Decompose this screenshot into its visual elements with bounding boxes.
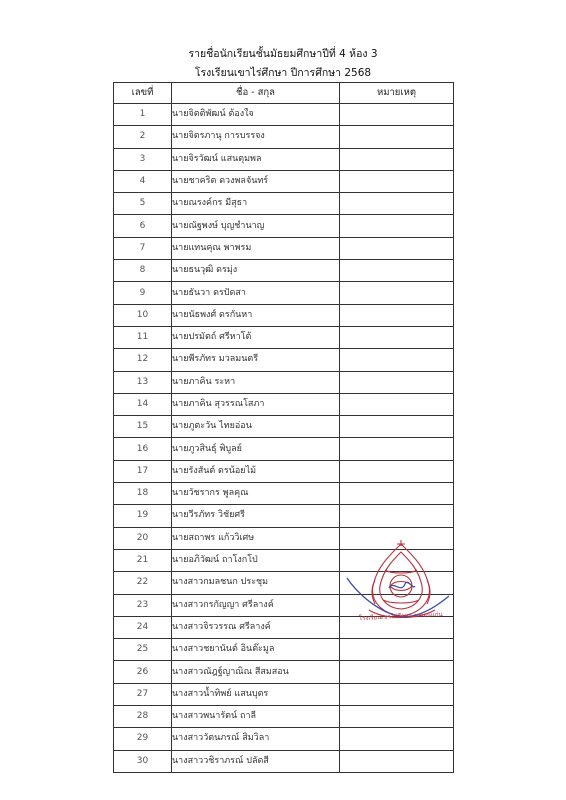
student-name: นายธันวา ดรปัดสา <box>172 282 340 304</box>
table-row <box>114 505 454 527</box>
table-row <box>114 483 454 505</box>
row-remark <box>340 483 454 505</box>
table-row <box>114 126 454 148</box>
student-name: นายวัชรากร พูลคุณ <box>172 483 340 505</box>
table-row <box>114 706 454 728</box>
row-remark <box>340 416 454 438</box>
table-row <box>114 304 454 326</box>
student-name: นางสาวกรกัญญา ศรีลางค์ <box>172 594 340 616</box>
row-remark <box>340 505 454 527</box>
row-number: 21 <box>114 549 172 571</box>
row-number: 25 <box>114 639 172 661</box>
row-number: 5 <box>114 193 172 215</box>
seal-caption: โรงเรียนเขาไร่ศึกษา จ.ขอนแก่น <box>358 611 443 622</box>
row-number: 16 <box>114 438 172 460</box>
student-name: นายณัฐพงษ์ บุญชำนาญ <box>172 215 340 237</box>
student-name: นางสาววัตนภรณ์ สิมวิลา <box>172 728 340 750</box>
row-number: 22 <box>114 572 172 594</box>
row-number: 19 <box>114 505 172 527</box>
student-name: นายวีรภัทร วิชัยศรี <box>172 505 340 527</box>
row-number: 4 <box>114 170 172 192</box>
row-number: 10 <box>114 304 172 326</box>
row-remark <box>340 104 454 126</box>
row-number: 2 <box>114 126 172 148</box>
student-name: นายแทนคุณ พาพรม <box>172 237 340 259</box>
table-row <box>114 728 454 750</box>
header-name: ชื่อ - สกุล <box>172 83 340 104</box>
row-remark <box>340 639 454 661</box>
header-number: เลขที่ <box>114 83 172 104</box>
student-name: นายภูตะวัน ไทยอ่อน <box>172 416 340 438</box>
header-remark: หมายเหตุ <box>340 83 454 104</box>
table-body <box>114 104 454 773</box>
row-remark <box>340 706 454 728</box>
row-remark <box>340 460 454 482</box>
student-name: นายรังสันต์ ดรน้อยไม้ <box>172 460 340 482</box>
row-remark <box>340 371 454 393</box>
student-name: นายณรงค์กร มีสุธา <box>172 193 340 215</box>
row-remark <box>340 193 454 215</box>
row-number: 13 <box>114 371 172 393</box>
student-name: นายนัธพงศ์ ดรกันหา <box>172 304 340 326</box>
table-row <box>114 750 454 772</box>
row-remark <box>340 683 454 705</box>
table-row <box>114 282 454 304</box>
row-remark <box>340 304 454 326</box>
table-row <box>114 215 454 237</box>
student-name: นายชาคริต ดวงพลจันทร์ <box>172 170 340 192</box>
table-row <box>114 148 454 170</box>
table-row <box>114 416 454 438</box>
row-remark <box>340 260 454 282</box>
table-row <box>114 460 454 482</box>
student-name: นางสาวพนารัตน์ ถาลี <box>172 706 340 728</box>
row-remark <box>340 170 454 192</box>
student-name: นางสาววชิราภรณ์ ปลัดสี <box>172 750 340 772</box>
table-row <box>114 260 454 282</box>
row-number: 15 <box>114 416 172 438</box>
student-name: นายภาคิน ระหา <box>172 371 340 393</box>
row-number: 12 <box>114 349 172 371</box>
student-name: นางสาวชยานันต์ อินต๊ะมูล <box>172 639 340 661</box>
student-table <box>113 82 454 773</box>
row-number: 24 <box>114 616 172 638</box>
table-row <box>114 170 454 192</box>
row-number: 20 <box>114 527 172 549</box>
row-number: 18 <box>114 483 172 505</box>
row-number: 8 <box>114 260 172 282</box>
student-name: นางสาวจิรวรรณ ศรีลางค์ <box>172 616 340 638</box>
row-number: 29 <box>114 728 172 750</box>
student-name: นางสาวกมลชนก ประชุม <box>172 572 340 594</box>
row-remark <box>340 326 454 348</box>
student-name: นายอภิวัฒน์ ถาโงกโป่ <box>172 549 340 571</box>
row-number: 27 <box>114 683 172 705</box>
student-name: นายปรมัตถ์ ศรีหาโต้ <box>172 326 340 348</box>
table-row <box>114 371 454 393</box>
table-row <box>114 393 454 415</box>
document-title: รายชื่อนักเรียนชั้นมัธยมศึกษาปีที่ 4 ห้อง 3 <box>188 48 378 60</box>
row-remark <box>340 393 454 415</box>
row-number: 30 <box>114 750 172 772</box>
student-name: นายภาคิน สุวรรณโสภา <box>172 393 340 415</box>
row-number: 11 <box>114 326 172 348</box>
row-remark <box>340 750 454 772</box>
row-remark <box>340 215 454 237</box>
row-remark <box>340 126 454 148</box>
table-row <box>114 683 454 705</box>
student-name: นายจิตรภานุ การบรรจง <box>172 126 340 148</box>
row-remark <box>340 438 454 460</box>
table-row <box>114 349 454 371</box>
table-row <box>114 193 454 215</box>
row-number: 26 <box>114 661 172 683</box>
table-row <box>114 326 454 348</box>
student-name: นางสาวณัฎฐ์ญาณิณ สีสมสอน <box>172 661 340 683</box>
student-name: นายจิตติพัฒน์ ต้องใจ <box>172 104 340 126</box>
table-header-row <box>114 83 454 104</box>
student-name: นายภูวสินธุ์ พิบูลย์ <box>172 438 340 460</box>
row-remark <box>340 237 454 259</box>
row-number: 7 <box>114 237 172 259</box>
table-row <box>114 661 454 683</box>
row-remark <box>340 661 454 683</box>
row-remark <box>340 728 454 750</box>
row-number: 9 <box>114 282 172 304</box>
student-name: นายพีรภัทร มวลมนตรี <box>172 349 340 371</box>
student-name: นายจิรวัฒน์ แสนตุมพล <box>172 148 340 170</box>
row-number: 3 <box>114 148 172 170</box>
row-remark <box>340 148 454 170</box>
student-name: นายสถาพร แก้ววิเศษ <box>172 527 340 549</box>
row-number: 28 <box>114 706 172 728</box>
student-name: นางสาวน้ำทิพย์ แสนบุตร <box>172 683 340 705</box>
row-number: 14 <box>114 393 172 415</box>
row-remark <box>340 282 454 304</box>
table-row <box>114 639 454 661</box>
row-number: 6 <box>114 215 172 237</box>
table-row <box>114 438 454 460</box>
school-seal-stamp <box>345 540 457 626</box>
row-number: 1 <box>114 104 172 126</box>
table-row <box>114 237 454 259</box>
table-row <box>114 104 454 126</box>
row-number: 23 <box>114 594 172 616</box>
student-name: นายธนวุฒิ ดรมุ่ง <box>172 260 340 282</box>
row-number: 17 <box>114 460 172 482</box>
row-remark <box>340 349 454 371</box>
svg-text:โรงเรียนเขาไร่ศึกษา จ.ขอนแก่น <box>359 611 443 622</box>
document-subtitle: โรงเรียนเขาไร่ศึกษา ปีการศึกษา 2568 <box>194 67 372 79</box>
